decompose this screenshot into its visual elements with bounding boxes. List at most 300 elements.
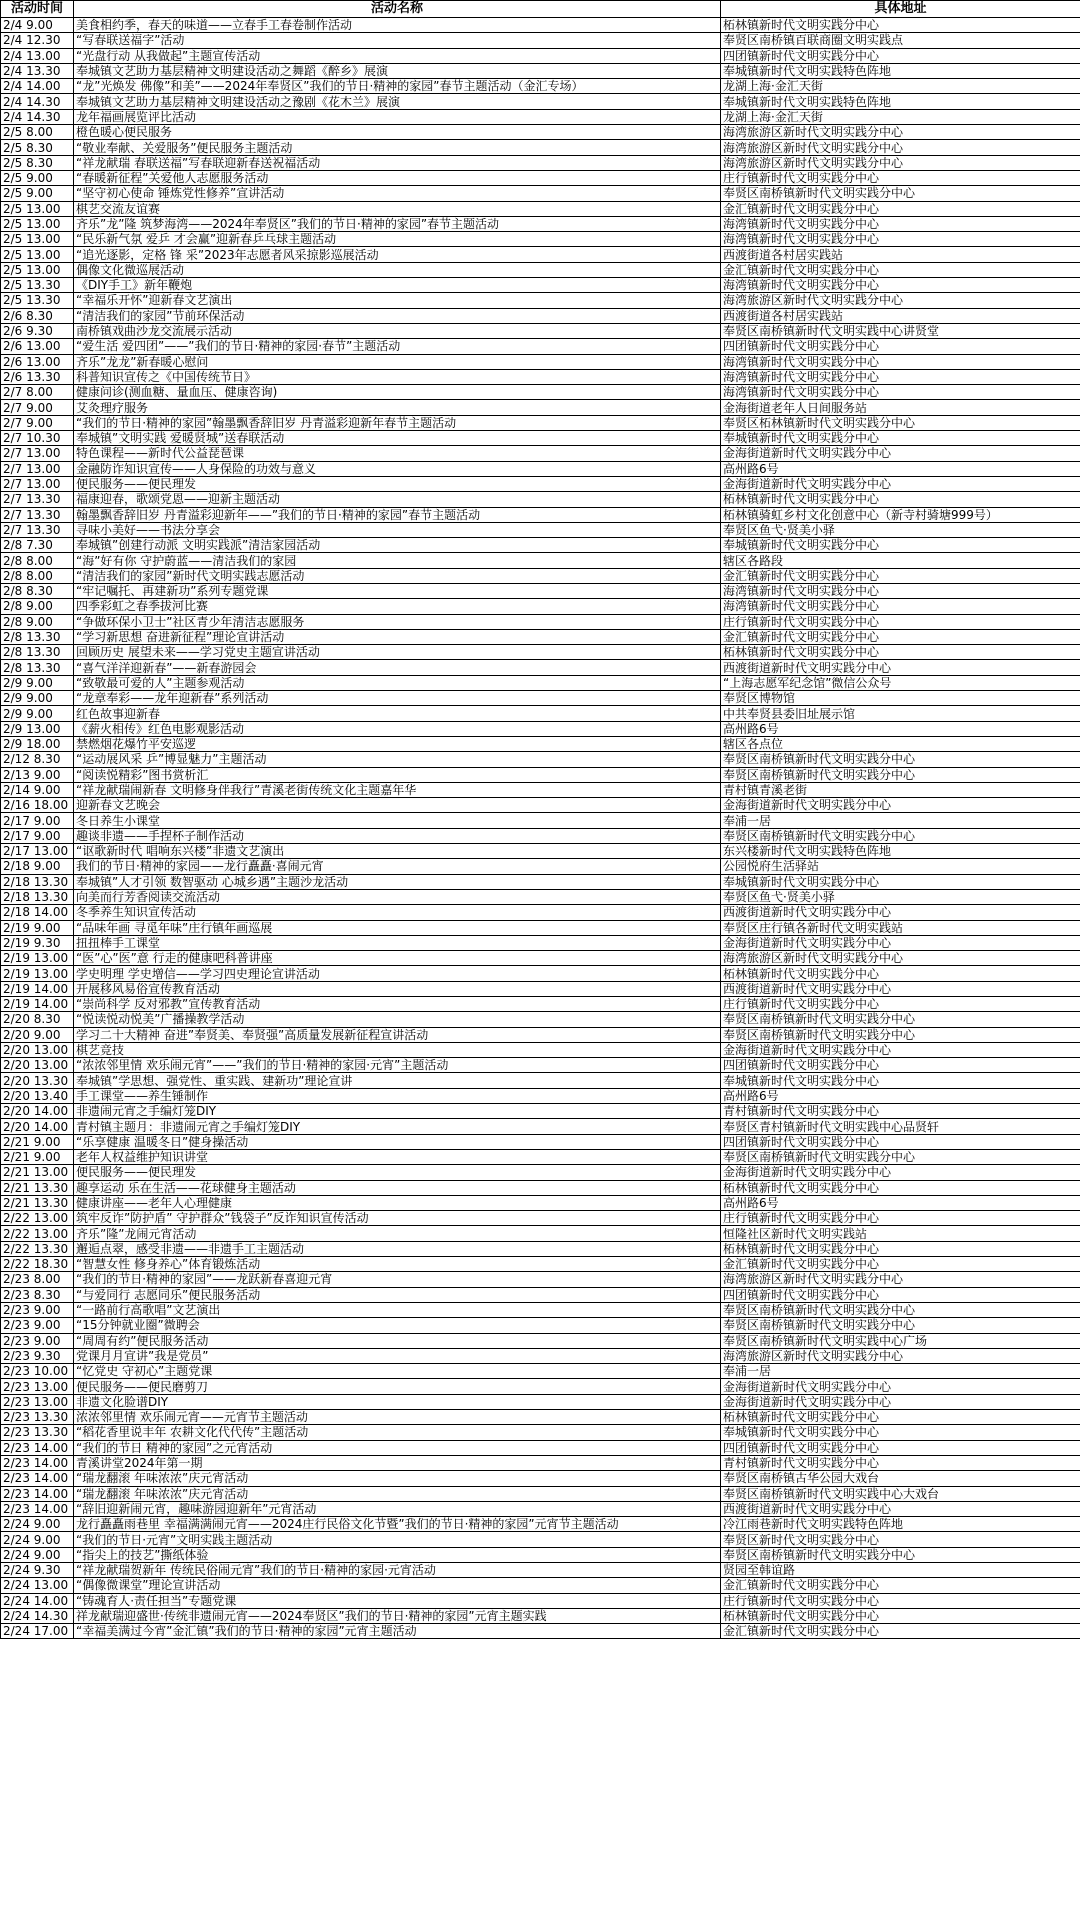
table-row [1,507,1080,522]
cell-address: 冷江雨巷新时代文明实践特色阵地 [721,1517,1080,1532]
table-row [1,262,1080,277]
cell-activity-name: “辞旧迎新闹元宵，趣味游园迎新年”元宵活动 [74,1501,721,1516]
cell-time: 2/7 8.00 [1,385,74,400]
table-row [1,1578,1080,1593]
cell-time: 2/17 9.00 [1,828,74,843]
cell-address: 庄行镇新时代文明实践分中心 [721,1211,1080,1226]
cell-address: 金汇镇新时代文明实践分中心 [721,1624,1080,1639]
cell-activity-name: 冬日养生小课堂 [74,813,721,828]
cell-address: 柘林镇新时代文明实践分中心 [721,966,1080,981]
cell-address: 奉贤区南桥镇新时代文明实践中心广场 [721,1333,1080,1348]
cell-activity-name: “写春联送福字”活动 [74,33,721,48]
cell-activity-name: “我们的节日·精神的家园”——龙跃新春喜迎元宵 [74,1272,721,1287]
cell-address: 西渡街道各村居实践站 [721,247,1080,262]
cell-activity-name: “海”好有你 守护蔚蓝——清洁我们的家园 [74,553,721,568]
table-row [1,18,1080,33]
cell-address: 公园悦府生活驿站 [721,859,1080,874]
cell-address: 海湾镇新时代文明实践分中心 [721,354,1080,369]
cell-address: 金汇镇新时代文明实践分中心 [721,568,1080,583]
cell-activity-name: “瑞龙翻滚 年味浓浓”庆元宵活动 [74,1471,721,1486]
cell-activity-name: 老年人权益维护知识讲堂 [74,1149,721,1164]
cell-time: 2/12 8.30 [1,752,74,767]
table-row [1,828,1080,843]
cell-activity-name: “浓浓邻里情 欢乐闹元宵”——”我们的节日·精神的家园·元宵”主题活动 [74,1058,721,1073]
cell-address: 西渡街道新时代文明实践分中心 [721,905,1080,920]
cell-time: 2/20 13.40 [1,1088,74,1103]
cell-time: 2/6 9.30 [1,323,74,338]
cell-activity-name: 浓浓邻里情 欢乐闹元宵——元宵节主题活动 [74,1410,721,1425]
cell-address: 海湾旅游区新时代文明实践分中心 [721,140,1080,155]
table-row [1,1562,1080,1577]
cell-time: 2/9 9.00 [1,706,74,721]
cell-activity-name: 学习二十大精神 奋进”奉贤美、奉贤强”高质量发展新征程宣讲活动 [74,1027,721,1042]
table-row [1,1532,1080,1547]
cell-address: 青村镇新时代文明实践分中心 [721,1104,1080,1119]
cell-time: 2/8 9.00 [1,614,74,629]
table-row [1,1241,1080,1256]
cell-address: 龙湖上海·金汇天街 [721,79,1080,94]
cell-time: 2/6 13.30 [1,369,74,384]
cell-time: 2/8 8.30 [1,583,74,598]
cell-time: 2/17 13.00 [1,844,74,859]
table-row [1,33,1080,48]
cell-address: 奉贤区庄行镇各新时代文明实践站 [721,920,1080,935]
cell-address: 柘林镇新时代文明实践分中心 [721,1608,1080,1623]
cell-address: 西渡街道各村居实践站 [721,308,1080,323]
cell-time: 2/4 14.00 [1,79,74,94]
cell-activity-name: “爱生活 爱四团”——”我们的节日·精神的家园·春节”主题活动 [74,339,721,354]
cell-address: 柘林镇新时代文明实践分中心 [721,645,1080,660]
cell-time: 2/23 9.30 [1,1348,74,1363]
table-row [1,1440,1080,1455]
table-row [1,1547,1080,1562]
cell-address: 金海街道新时代文明实践分中心 [721,1165,1080,1180]
table-row [1,140,1080,155]
cell-time: 2/4 12.30 [1,33,74,48]
cell-address: 奉贤区新时代文明实践分中心 [721,1532,1080,1547]
table-row [1,844,1080,859]
cell-time: 2/13 9.00 [1,767,74,782]
table-row [1,997,1080,1012]
cell-address: 奉贤区南桥镇新时代文明实践分中心 [721,1149,1080,1164]
table-row [1,461,1080,476]
cell-activity-name: “品味年画 寻觅年味”庄行镇年画巡展 [74,920,721,935]
cell-address: 西渡街道新时代文明实践分中心 [721,660,1080,675]
cell-time: 2/5 13.00 [1,262,74,277]
table-row [1,660,1080,675]
cell-activity-name: 非遗文化脸谱DIY [74,1394,721,1409]
cell-time: 2/20 13.00 [1,1058,74,1073]
table-row [1,1486,1080,1501]
table-row [1,553,1080,568]
table-row [1,568,1080,583]
cell-activity-name: “我们的节日·精神的家园”翰墨飘香辞旧岁 丹青溢彩迎新年春节主题活动 [74,415,721,430]
cell-address: 奉贤区鱼弋·贤美小驿 [721,522,1080,537]
cell-activity-name: 棋艺交流友谊赛 [74,201,721,216]
cell-time: 2/23 9.00 [1,1302,74,1317]
cell-time: 2/9 18.00 [1,736,74,751]
cell-address: 奉贤区南桥镇新时代文明实践分中心 [721,752,1080,767]
table-row [1,721,1080,736]
cell-activity-name: 翰墨飘香辞旧岁 丹青溢彩迎新年——”我们的节日·精神的家园”春节主题活动 [74,507,721,522]
cell-activity-name: “龙章奉彩——龙年迎新春”系列活动 [74,691,721,706]
cell-activity-name: 迎新春文艺晚会 [74,798,721,813]
cell-time: 2/7 13.30 [1,507,74,522]
cell-time: 2/7 13.00 [1,476,74,491]
cell-address: 海湾镇新时代文明实践分中心 [721,369,1080,384]
table-row [1,339,1080,354]
cell-time: 2/6 13.00 [1,354,74,369]
cell-time: 2/19 14.00 [1,981,74,996]
cell-activity-name: 健康讲座——老年人心理健康 [74,1195,721,1210]
table-row [1,1272,1080,1287]
table-row [1,920,1080,935]
table-row [1,1624,1080,1639]
cell-address: 海湾镇新时代文明实践分中心 [721,216,1080,231]
cell-address: 庄行镇新时代文明实践分中心 [721,170,1080,185]
cell-address: 奉贤区南桥镇新时代文明实践分中心 [721,1547,1080,1562]
table-row [1,492,1080,507]
cell-address: 海湾旅游区新时代文明实践分中心 [721,155,1080,170]
cell-address: 海湾镇新时代文明实践分中心 [721,278,1080,293]
table-row [1,1119,1080,1134]
cell-activity-name: 棋艺竞技 [74,1042,721,1057]
header-row [1,1,1080,18]
cell-time: 2/5 8.00 [1,125,74,140]
cell-activity-name: “瑞龙翻滚 年味浓浓”庆元宵活动 [74,1486,721,1501]
table-row [1,1501,1080,1516]
cell-address: 海湾镇新时代文明实践分中心 [721,385,1080,400]
table-row [1,1073,1080,1088]
table-row [1,369,1080,384]
table-row [1,79,1080,94]
table-row [1,675,1080,690]
cell-time: 2/4 13.30 [1,63,74,78]
cell-time: 2/23 14.00 [1,1501,74,1516]
cell-address: 青村镇新时代文明实践分中心 [721,1455,1080,1470]
cell-time: 2/23 13.00 [1,1379,74,1394]
cell-activity-name: “与爱同行 志愿同乐”便民服务活动 [74,1287,721,1302]
table-row [1,278,1080,293]
cell-address: 金汇镇新时代文明实践分中心 [721,1578,1080,1593]
cell-time: 2/18 14.00 [1,905,74,920]
table-row [1,323,1080,338]
table-row [1,1027,1080,1042]
cell-activity-name: “我们的节日 精神的家园”之元宵活动 [74,1440,721,1455]
table-row [1,415,1080,430]
cell-time: 2/5 9.00 [1,170,74,185]
cell-address: 海湾镇新时代文明实践分中心 [721,599,1080,614]
cell-address: 金汇镇新时代文明实践分中心 [721,262,1080,277]
cell-activity-name: “争做环保小卫士”社区青少年清洁志愿服务 [74,614,721,629]
cell-activity-name: “稻花香里说丰年 农耕文化代代传”主题活动 [74,1425,721,1440]
cell-address: 辖区各点位 [721,736,1080,751]
cell-activity-name: 回顾历史 展望未来——学习党史主题宣讲活动 [74,645,721,660]
cell-activity-name: 向美而行芳香阅读交流活动 [74,889,721,904]
cell-activity-name: “铸魂育人·责任担当”专题党课 [74,1593,721,1608]
cell-activity-name: “祥龙献瑞闹新春 文明修身伴我行”青溪老街传统文化主题嘉年华 [74,782,721,797]
cell-address: 奉贤区南桥镇百联商圈文明实践点 [721,33,1080,48]
table-row [1,186,1080,201]
table-row [1,706,1080,721]
cell-address: 奉贤区博物馆 [721,691,1080,706]
cell-time: 2/21 9.00 [1,1149,74,1164]
cell-activity-name: “牢记嘱托、再建新功”系列专题党课 [74,583,721,598]
table-row [1,1180,1080,1195]
cell-time: 2/20 13.00 [1,1042,74,1057]
cell-address: 金海街道老年人日间服务站 [721,400,1080,415]
table-row [1,1211,1080,1226]
cell-address: 金海街道新时代文明实践分中心 [721,476,1080,491]
cell-address: 奉城镇新时代文明实践分中心 [721,1073,1080,1088]
cell-time: 2/22 13.00 [1,1211,74,1226]
table-row [1,247,1080,262]
cell-address: 金海街道新时代文明实践分中心 [721,1042,1080,1057]
cell-address: 奉贤区青村镇新时代文明实践中心品贤轩 [721,1119,1080,1134]
cell-activity-name: “坚守初心使命 锤炼党性修养”宣讲活动 [74,186,721,201]
cell-time: 2/9 13.00 [1,721,74,736]
cell-activity-name: “清洁我们的家园”节前环保活动 [74,308,721,323]
cell-activity-name: 学史明理 学史增信——学习四史理论宣讲活动 [74,966,721,981]
table-row [1,232,1080,247]
cell-activity-name: 禁燃烟花爆竹平安巡逻 [74,736,721,751]
cell-address: 金海街道新时代文明实践分中心 [721,798,1080,813]
table-row [1,1410,1080,1425]
table-row [1,798,1080,813]
cell-time: 2/17 9.00 [1,813,74,828]
cell-time: 2/7 10.30 [1,431,74,446]
cell-address: 四团镇新时代文明实践分中心 [721,1287,1080,1302]
table-row [1,1042,1080,1057]
cell-address: 奉贤区南桥镇新时代文明实践分中心 [721,828,1080,843]
table-row [1,1088,1080,1103]
cell-activity-name: 奉城镇”创建行动派 文明实践派”清洁家园活动 [74,538,721,553]
cell-time: 2/22 18.30 [1,1257,74,1272]
cell-activity-name: 《DIY手工》新年鞭炮 [74,278,721,293]
cell-activity-name: 偶像文化微巡展活动 [74,262,721,277]
cell-time: 2/23 8.00 [1,1272,74,1287]
cell-address: 海湾旅游区新时代文明实践分中心 [721,1348,1080,1363]
cell-time: 2/7 9.00 [1,415,74,430]
cell-address: 恒隆社区新时代文明实践站 [721,1226,1080,1241]
cell-time: 2/23 13.30 [1,1425,74,1440]
cell-address: 高州路6号 [721,461,1080,476]
cell-time: 2/20 9.00 [1,1027,74,1042]
cell-activity-name: 四季彩虹之春季拔河比赛 [74,599,721,614]
table-row [1,889,1080,904]
cell-activity-name: 龙行矗矗雨巷里 幸福满满闹元宵——2024庄行民俗文化节暨”我们的节日·精神的家园”元宵节主题活动 [74,1517,721,1532]
cell-time: 2/7 13.30 [1,492,74,507]
table-row [1,1318,1080,1333]
table-row [1,354,1080,369]
cell-activity-name: “光盘行动 从我做起”主题宣传活动 [74,48,721,63]
cell-address: 奉贤区南桥镇新时代文明实践分中心 [721,1012,1080,1027]
cell-activity-name: “致敬最可爱的人”主题参观活动 [74,675,721,690]
header-activity-name: 活动名称 [74,1,721,18]
cell-time: 2/23 14.00 [1,1471,74,1486]
table-row [1,1364,1080,1379]
cell-time: 2/24 17.00 [1,1624,74,1639]
cell-activity-name: 奉城镇”人才引领 数智驱动 心城乡遇”主题沙龙活动 [74,874,721,889]
cell-time: 2/5 13.00 [1,232,74,247]
cell-address: 柘林镇新时代文明实践分中心 [721,1410,1080,1425]
cell-time: 2/5 8.30 [1,155,74,170]
cell-time: 2/8 13.30 [1,660,74,675]
cell-time: 2/6 8.30 [1,308,74,323]
cell-time: 2/4 9.00 [1,18,74,33]
table-row [1,874,1080,889]
cell-activity-name: 《薪火相传》红色电影观影活动 [74,721,721,736]
cell-time: 2/7 13.30 [1,522,74,537]
cell-address: 奉贤区南桥镇新时代文明实践中心讲贤堂 [721,323,1080,338]
table-row [1,691,1080,706]
cell-time: 2/5 13.00 [1,201,74,216]
cell-activity-name: “阅读悦精彩”图书赏析汇 [74,767,721,782]
cell-address: 四团镇新时代文明实践分中心 [721,339,1080,354]
table-row [1,966,1080,981]
table-row [1,201,1080,216]
cell-time: 2/18 9.00 [1,859,74,874]
cell-time: 2/23 14.00 [1,1486,74,1501]
table-body [1,18,1080,1639]
cell-activity-name: “祥龙献瑞 春联送福”写春联迎新春送祝福活动 [74,155,721,170]
cell-address: 奉城镇新时代文明实践特色阵地 [721,63,1080,78]
table-row [1,736,1080,751]
table-row [1,216,1080,231]
cell-time: 2/7 13.00 [1,461,74,476]
table-row [1,522,1080,537]
cell-activity-name: 手工课堂——养生锤制作 [74,1088,721,1103]
cell-address: 奉贤区柘林镇新时代文明实践分中心 [721,415,1080,430]
cell-activity-name: “乐享健康 温暖冬日”健身操活动 [74,1134,721,1149]
table-row [1,951,1080,966]
cell-time: 2/20 14.00 [1,1119,74,1134]
cell-address: 高州路6号 [721,721,1080,736]
cell-address: 高州路6号 [721,1195,1080,1210]
cell-address: 奉贤区南桥镇新时代文明实践分中心 [721,1027,1080,1042]
table-row [1,125,1080,140]
cell-time: 2/5 9.00 [1,186,74,201]
cell-address: 庄行镇新时代文明实践分中心 [721,614,1080,629]
cell-address: 四团镇新时代文明实践分中心 [721,1058,1080,1073]
cell-time: 2/21 13.00 [1,1165,74,1180]
cell-time: 2/23 8.30 [1,1287,74,1302]
table-row [1,293,1080,308]
cell-activity-name: “周周有约”便民服务活动 [74,1333,721,1348]
cell-time: 2/23 10.00 [1,1364,74,1379]
cell-time: 2/24 14.30 [1,1608,74,1623]
cell-time: 2/19 14.00 [1,997,74,1012]
cell-address: 龙湖上海·金汇天街 [721,109,1080,124]
header-address: 具体地址 [721,1,1080,18]
table-row [1,1394,1080,1409]
cell-address: 西渡街道新时代文明实践分中心 [721,981,1080,996]
cell-activity-name: 趣享运动 乐在生活——花球健身主题活动 [74,1180,721,1195]
cell-address: “上海志愿军纪念馆”微信公众号 [721,675,1080,690]
cell-time: 2/20 8.30 [1,1012,74,1027]
table-row [1,446,1080,461]
cell-address: 奉贤区南桥镇新时代文明实践分中心 [721,186,1080,201]
cell-time: 2/19 13.00 [1,951,74,966]
cell-time: 2/20 13.30 [1,1073,74,1088]
cell-address: 奉城镇新时代文明实践分中心 [721,431,1080,446]
cell-time: 2/8 7.30 [1,538,74,553]
cell-activity-name: “悦读悦动悦美”广播操教学活动 [74,1012,721,1027]
cell-activity-name: 橙色暖心便民服务 [74,125,721,140]
cell-activity-name: 我们的节日·精神的家园——龙行矗矗·喜闹元宵 [74,859,721,874]
cell-activity-name: 邂逅点翠，感受非遗——非遗手工主题活动 [74,1241,721,1256]
cell-time: 2/16 18.00 [1,798,74,813]
table-row [1,1012,1080,1027]
table-row [1,63,1080,78]
cell-activity-name: “敬业奉献、关爱服务”便民服务主题活动 [74,140,721,155]
cell-address: 奉贤区南桥镇新时代文明实践分中心 [721,1318,1080,1333]
table-row [1,155,1080,170]
cell-activity-name: “祥龙献瑞贺新年 传统民俗闹元宵”我们的节日·精神的家园·元宵活动 [74,1562,721,1577]
cell-time: 2/20 14.00 [1,1104,74,1119]
cell-activity-name: 青村镇主题月：非遗闹元宵之手编灯笼DIY [74,1119,721,1134]
cell-address: 柘林镇新时代文明实践分中心 [721,1241,1080,1256]
cell-address: 中共奉贤县委旧址展示馆 [721,706,1080,721]
table-row [1,1257,1080,1272]
cell-time: 2/8 13.30 [1,629,74,644]
cell-address: 海湾旅游区新时代文明实践分中心 [721,951,1080,966]
cell-time: 2/19 13.00 [1,966,74,981]
cell-activity-name: 齐乐”龙”隆 筑梦海湾——2024年奉贤区”我们的节日·精神的家园”春节主题活动 [74,216,721,231]
cell-address: 奉贤区南桥镇新时代文明实践中心大戏台 [721,1486,1080,1501]
cell-activity-name: “民乐新气氛 爱乒 才会赢”迎新春乒乓球主题活动 [74,232,721,247]
cell-activity-name: 红色故事迎新春 [74,706,721,721]
cell-activity-name: 党课月月宣讲”我是党员” [74,1348,721,1363]
cell-address: 奉城镇新时代文明实践分中心 [721,538,1080,553]
cell-address: 海湾旅游区新时代文明实践分中心 [721,293,1080,308]
cell-activity-name: 冬季养生知识宣传活动 [74,905,721,920]
cell-activity-name: “龙”光焕发 佛像”和美”——2024年奉贤区”我们的节日·精神的家园”春节主题活动（金汇专场） [74,79,721,94]
table-row [1,1302,1080,1317]
table-row [1,629,1080,644]
cell-address: 西渡街道新时代文明实践分中心 [721,1501,1080,1516]
cell-activity-name: “学习新思想 奋进新征程”理论宣讲活动 [74,629,721,644]
cell-address: 海湾镇新时代文明实践分中心 [721,583,1080,598]
cell-address: 奉贤区南桥镇古华公园大戏台 [721,1471,1080,1486]
cell-activity-name: 福康迎春，歌颂党恩——迎新主题活动 [74,492,721,507]
cell-time: 2/4 14.30 [1,94,74,109]
cell-time: 2/23 9.00 [1,1333,74,1348]
cell-activity-name: “幸福乐开怀”迎新春文艺演出 [74,293,721,308]
cell-activity-name: “医”心”医”意 行走的健康吧科普讲座 [74,951,721,966]
cell-activity-name: “指尖上的技艺”撕纸体验 [74,1547,721,1562]
cell-time: 2/23 14.00 [1,1440,74,1455]
cell-activity-name: “一路前行高歌唱”文艺演出 [74,1302,721,1317]
cell-address: 奉城镇新时代文明实践分中心 [721,874,1080,889]
cell-time: 2/19 9.30 [1,935,74,950]
cell-address: 金海街道新时代文明实践分中心 [721,1379,1080,1394]
cell-address: 四团镇新时代文明实践分中心 [721,1134,1080,1149]
table-row [1,614,1080,629]
cell-time: 2/14 9.00 [1,782,74,797]
cell-time: 2/8 9.00 [1,599,74,614]
cell-time: 2/18 13.30 [1,889,74,904]
table-row [1,538,1080,553]
cell-activity-name: “喜气洋洋迎新春”——新春游园会 [74,660,721,675]
cell-address: 金海街道新时代文明实践分中心 [721,1394,1080,1409]
table-row [1,1195,1080,1210]
cell-time: 2/23 14.00 [1,1455,74,1470]
table-row [1,308,1080,323]
cell-time: 2/21 9.00 [1,1134,74,1149]
table-row [1,1104,1080,1119]
cell-time: 2/9 9.00 [1,691,74,706]
